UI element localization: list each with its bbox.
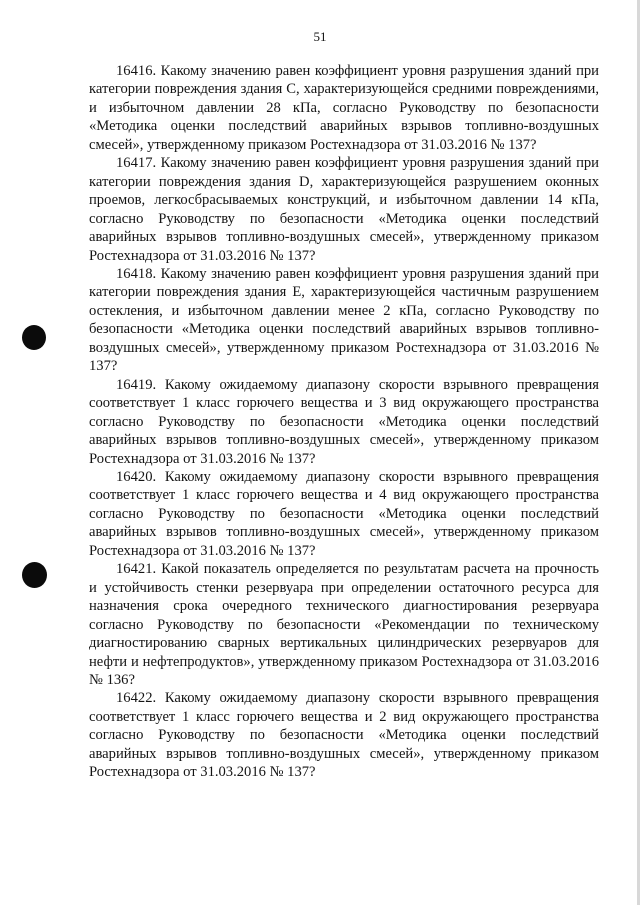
punch-hole (22, 325, 46, 350)
question-paragraph: 16420. Какому ожидаемому диапазону скорости взрывного превращения соответствует 1 класс горючего вещества и 4 вид окружающего пространства согласно Руководству по безопасности «Методика оценки последствий аварийных взрывов топливно-воздушных смесей», утвержденному приказом Ростехнадзора от 31.03.2016 № 137? (89, 468, 599, 559)
question-paragraph: 16422. Какому ожидаемому диапазону скорости взрывного превращения соответствует 1 класс горючего вещества и 2 вид окружающего пространства согласно Руководству по безопасности «Методика оценки последствий аварийных взрывов топливно-воздушных смесей», утвержденному приказом Ростехнадзора от 31.03.2016 № 137? (89, 690, 599, 781)
questions-list (89, 62, 599, 782)
question-paragraph: 16419. Какому ожидаемому диапазону скорости взрывного превращения соответствует 1 класс горючего вещества и 3 вид окружающего пространства согласно Руководству по безопасности «Методика оценки последствий аварийных взрывов топливно-воздушных смесей», утвержденному приказом Ростехнадзора от 31.03.2016 № 137? (89, 376, 599, 467)
punch-hole (22, 562, 47, 588)
question-paragraph: 16417. Какому значению равен коэффициент уровня разрушения зданий при категории повреждения здания D, характеризующейся разрушением оконных проемов, легкосбрасываемых конструкций, и избыточном давлении 14 кПа, согласно Руководству по безопасности «Методика оценки последствий аварийных взрывов топливно-воздушных смесей», утвержденному приказом Ростехнадзора от 31.03.2016 № 137? (89, 155, 599, 264)
question-paragraph: 16418. Какому значению равен коэффициент уровня разрушения зданий при категории повреждения здания E, характеризующейся частичным разрушением остекления, и избыточном давлении менее 2 кПа, согласно Руководству по безопасности «Методика оценки последствий аварийных взрывов топливно-воздушных смесей», утвержденному приказом Ростехнадзора от 31.03.2016 № 137? (89, 265, 599, 375)
question-paragraph: 16416. Какому значению равен коэффициент уровня разрушения зданий при категории повреждения здания C, характеризующейся средними повреждениями, и избыточном давлении 28 кПа, согласно Руководству по безопасности «Методика оценки последствий аварийных взрывов топливно-воздушных смесей», утвержденному приказом Ростехнадзора от 31.03.2016 № 137? (89, 63, 599, 153)
question-paragraph: 16421. Какой показатель определяется по результатам расчета на прочность и устойчивость стенки резервуара при определении остаточного ресурса для назначения срока очередного технического диагностирования резервуара согласно Руководству по безопасности «Рекомендации по техническому диагностированию сварных вертикальных цилиндрических резервуаров для нефти и нефтепродуктов», утвержденному приказом Ростехнадзора от 31.03.2016 № 136? (89, 561, 599, 688)
page-number: 51 (313, 29, 327, 44)
